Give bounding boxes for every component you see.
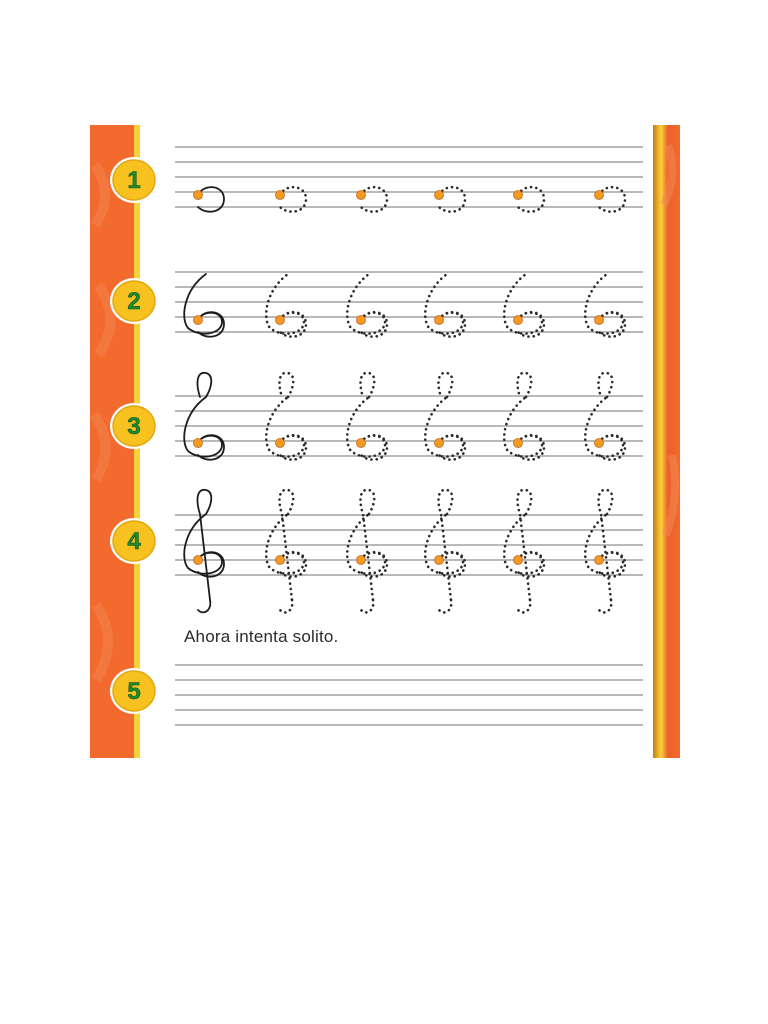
start-dot-icon bbox=[276, 556, 285, 565]
row-badge-4 bbox=[110, 518, 158, 564]
start-dot-icon bbox=[194, 191, 203, 200]
row-number: 1 bbox=[127, 167, 141, 194]
start-dot-icon bbox=[435, 191, 444, 200]
start-dot-icon bbox=[194, 439, 203, 448]
clef-tracing-worksheet bbox=[90, 125, 680, 758]
row-number: 4 bbox=[127, 528, 141, 555]
right-border bbox=[653, 125, 680, 758]
instruction-text: Ahora intenta solito. bbox=[184, 627, 339, 646]
start-dot-icon bbox=[595, 439, 604, 448]
row-badge-5 bbox=[110, 668, 158, 714]
start-dot-icon bbox=[514, 439, 523, 448]
start-dot-icon bbox=[595, 556, 604, 565]
start-dot-icon bbox=[595, 191, 604, 200]
worksheet-canvas bbox=[90, 125, 680, 758]
start-dot-icon bbox=[357, 191, 366, 200]
start-dot-icon bbox=[194, 556, 203, 565]
start-dot-icon bbox=[357, 439, 366, 448]
row-badge-2 bbox=[110, 278, 158, 324]
start-dot-icon bbox=[514, 191, 523, 200]
start-dot-icon bbox=[276, 316, 285, 325]
start-dot-icon bbox=[435, 556, 444, 565]
start-dot-icon bbox=[435, 439, 444, 448]
row-number: 3 bbox=[127, 413, 141, 440]
start-dot-icon bbox=[514, 316, 523, 325]
row-number: 5 bbox=[127, 678, 141, 705]
row-badge-3 bbox=[110, 403, 158, 449]
start-dot-icon bbox=[514, 556, 523, 565]
start-dot-icon bbox=[435, 316, 444, 325]
start-dot-icon bbox=[357, 316, 366, 325]
start-dot-icon bbox=[276, 191, 285, 200]
start-dot-icon bbox=[194, 316, 203, 325]
row-number: 2 bbox=[127, 288, 141, 315]
start-dot-icon bbox=[276, 439, 285, 448]
start-dot-icon bbox=[595, 316, 604, 325]
start-dot-icon bbox=[357, 556, 366, 565]
row-badge-1 bbox=[110, 157, 158, 203]
